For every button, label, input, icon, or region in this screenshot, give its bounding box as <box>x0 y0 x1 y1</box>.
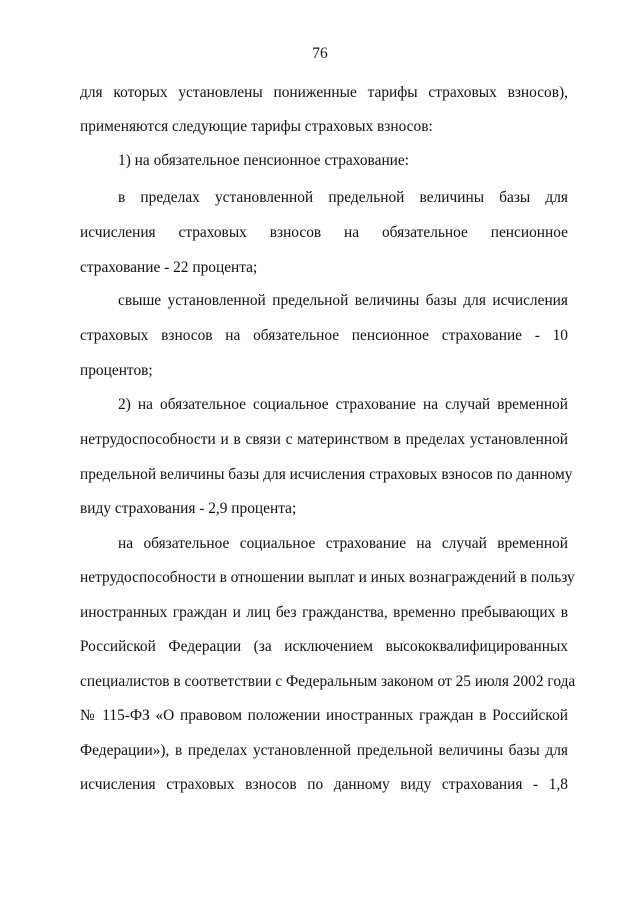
text-line: в пределах установленной предельной величины базы для <box>118 189 568 206</box>
text-line: предельной величины базы для исчисления страховых взносов по данному <box>80 466 573 483</box>
text-line: нетрудоспособности в отношении выплат и иных вознаграждений в пользу <box>80 569 575 586</box>
text-line: 2) на обязательное социальное страхование на случай временной <box>118 396 568 413</box>
text-line: специалистов в соответствии с Федеральным законом от 25 июля 2002 года <box>80 673 576 690</box>
page-number: 76 <box>312 45 328 62</box>
text-line: свыше установленной предельной величины базы для исчисления <box>118 292 568 309</box>
text-line: страховых взносов на обязательное пенсионное страхование - 10 <box>80 327 568 344</box>
text-line: на обязательное социальное страхование на случай временной <box>118 535 568 552</box>
text-line: Российской Федерации (за исключением высококвалифицированных <box>80 638 568 655</box>
text-line: нетрудоспособности и в связи с материнством в пределах установленной <box>80 431 568 448</box>
text-line: для которых установлены пониженные тарифы страховых взносов), <box>80 84 568 101</box>
text-line: Федерации»), в пределах установленной предельной величины базы для <box>80 742 568 759</box>
text-line: иностранных граждан и лиц без гражданства, временно пребывающих в <box>80 604 568 621</box>
text-line: исчисления страховых взносов на обязательное пенсионное <box>80 224 568 241</box>
text-line: виду страхования - 2,9 процента; <box>80 500 297 517</box>
text-line: № 115-ФЗ «О правовом положении иностранных граждан в Российской <box>80 707 568 724</box>
text-line: применяются следующие тарифы страховых взносов: <box>80 118 433 135</box>
text-line: 1) на обязательное пенсионное страхование: <box>118 152 410 169</box>
text-line: процентов; <box>80 362 153 379</box>
text-line: страхование - 22 процента; <box>80 259 258 276</box>
text-line: исчисления страховых взносов по данному виду страхования - 1,8 <box>80 776 568 793</box>
